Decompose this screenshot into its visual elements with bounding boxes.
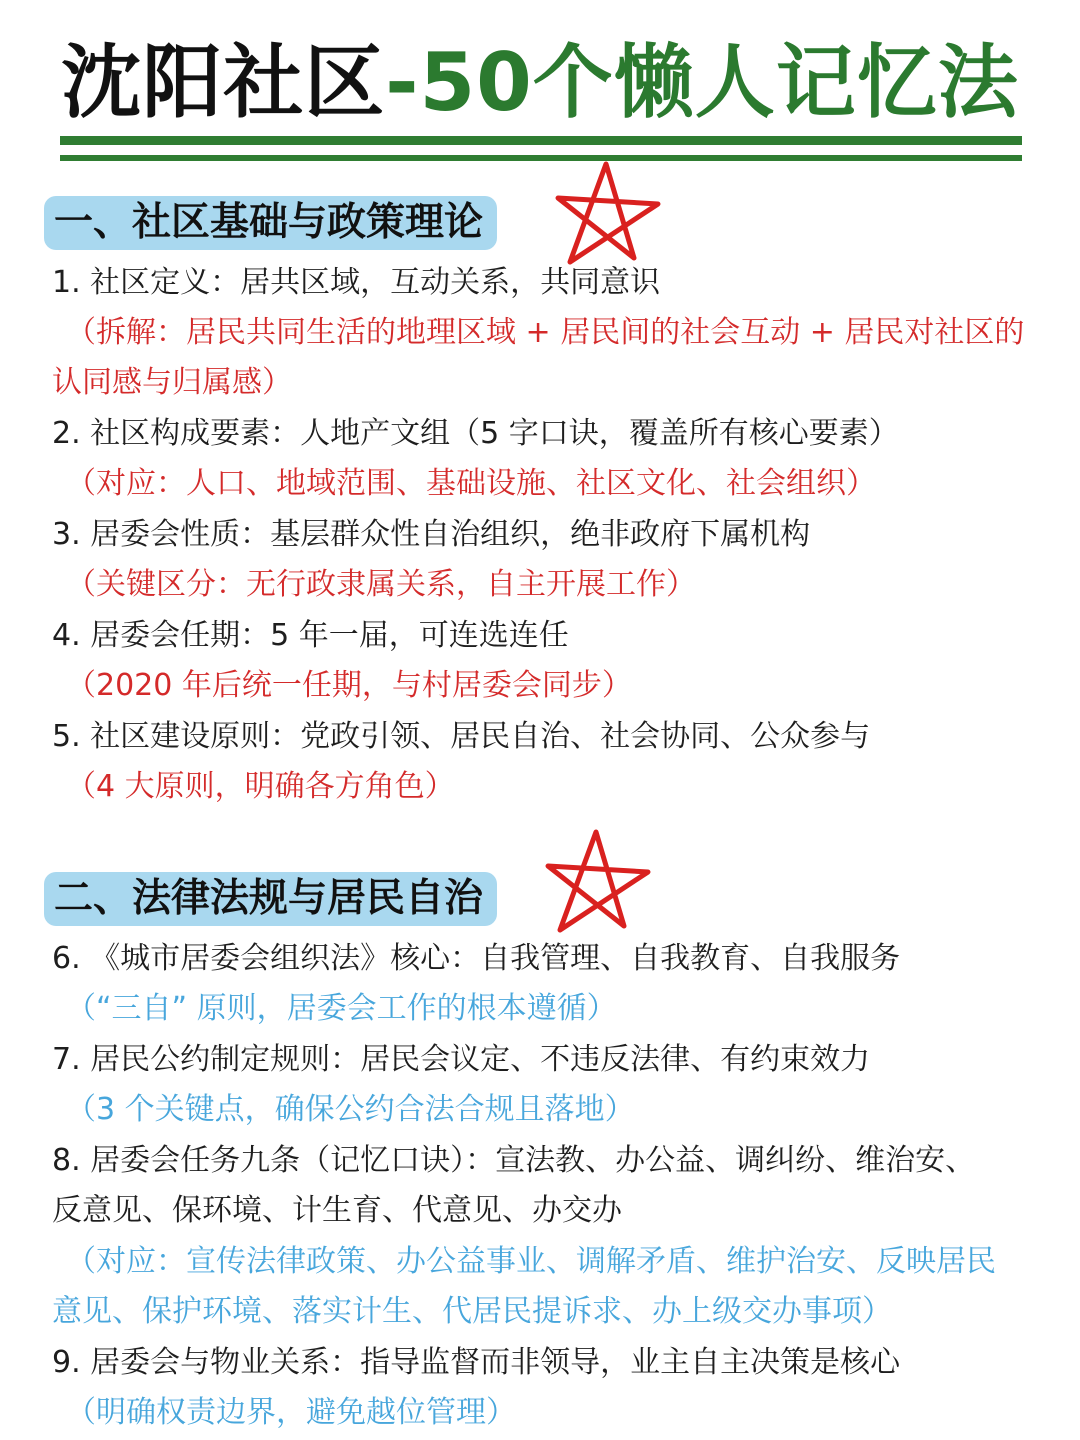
star-icon xyxy=(538,826,656,938)
section-2-line-10: （明确权责边界，避免越位管理） xyxy=(66,1395,516,1430)
section-1-line-9: （2020 年后统一任期，与村居委会同步） xyxy=(66,668,632,703)
section-2-line-4: （3 个关键点，确保公约合法合规且落地） xyxy=(66,1092,635,1127)
section-2-heading: 二、法律法规与居民自治 xyxy=(44,872,497,926)
section-2-line-7: （对应：宣传法律政策、办公益事业、调解矛盾、维护治安、反映居民 xyxy=(66,1244,996,1279)
section-1-line-5: （对应：人口、地域范围、基础设施、社区文化、社会组织） xyxy=(66,466,876,501)
section-2-line-1: 6. 《城市居委会组织法》核心：自我管理、自我教育、自我服务 xyxy=(52,941,901,976)
title-rule-thick xyxy=(60,136,1022,145)
page-title xyxy=(0,28,1080,138)
section-1-line-7: （关键区分：无行政隶属关系，自主开展工作） xyxy=(66,567,696,602)
section-1-line-4: 2. 社区构成要素：人地产文组（5 字口诀，覆盖所有核心要素） xyxy=(52,416,899,451)
section-1-line-2: （拆解：居民共同生活的地理区域 + 居民间的社会互动 + 居民对社区的 xyxy=(66,315,1025,350)
title-rule-thin xyxy=(60,155,1022,161)
section-1-heading: 一、社区基础与政策理论 xyxy=(44,196,497,250)
section-1-line-10: 5. 社区建设原则：党政引领、居民自治、社会协同、公众参与 xyxy=(52,719,871,754)
section-1-line-1: 1. 社区定义：居共区域，互动关系，共同意识 xyxy=(52,265,661,300)
section-2-line-3: 7. 居民公约制定规则：居民会议定、不违反法律、有约束效力 xyxy=(52,1042,871,1077)
title-part-1: 沈阳社区 xyxy=(61,36,386,129)
section-2-line-6: 反意见、保环境、计生育、代意见、办交办 xyxy=(52,1193,622,1228)
title-part-2: -50个懒人记忆法 xyxy=(385,36,1019,129)
section-1-line-11: （4 大原则，明确各方角色） xyxy=(66,769,455,804)
section-2-line-8: 意见、保护环境、落实计生、代居民提诉求、办上级交办事项） xyxy=(52,1294,892,1329)
section-2-line-2: （“三自” 原则，居委会工作的根本遵循） xyxy=(66,991,617,1026)
star-icon xyxy=(548,158,666,270)
section-2-line-5: 8. 居委会任务九条（记忆口诀）：宣法教、办公益、调纠纷、维治安、 xyxy=(52,1143,976,1178)
section-1-line-6: 3. 居委会性质：基层群众性自治组织，绝非政府下属机构 xyxy=(52,517,811,552)
section-2-line-9: 9. 居委会与物业关系：指导监督而非领导，业主自主决策是核心 xyxy=(52,1345,901,1380)
section-1-line-3: 认同感与归属感） xyxy=(52,365,292,400)
section-1-line-8: 4. 居委会任期：5 年一届，可连选连任 xyxy=(52,618,569,653)
